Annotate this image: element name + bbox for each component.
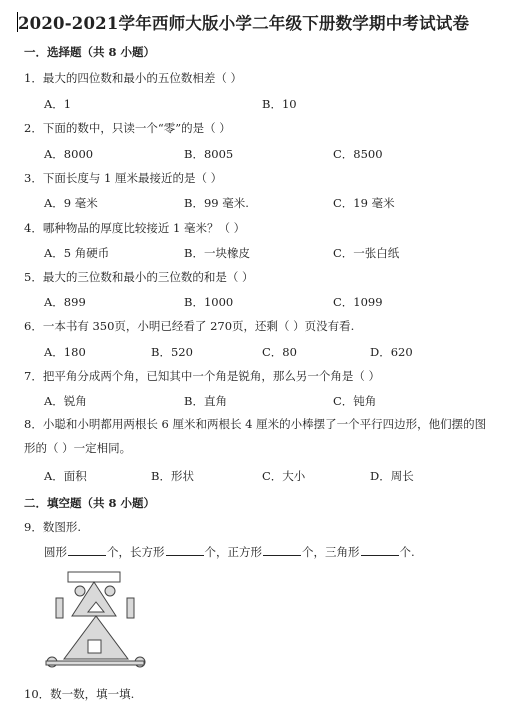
question-1: 1．最大的四位数和最小的五位数相差（ ）	[24, 71, 242, 85]
question-7: 7．把平角分成两个角，已知其中一个角是锐角，那么另一个角是（ ）	[24, 369, 380, 383]
blank-circle[interactable]	[68, 545, 106, 556]
section-heading-choice: 一．选择题（共 8 小题）	[24, 45, 156, 59]
blank-triangle[interactable]	[361, 545, 399, 556]
question-5: 5．最大的三位数和最小的三位数的和是（ ）	[24, 270, 254, 284]
option-4a: A．5 角硬币	[44, 246, 110, 260]
option-4c: C．一张白纸	[333, 246, 400, 260]
page-title: 2020-2021学年西师大版小学二年级下册数学期中考试试卷	[18, 14, 470, 33]
blank-label-triangle: 个，三角形	[302, 545, 360, 559]
option-7a: A．锐角	[44, 394, 87, 408]
option-8c: C．大小	[262, 469, 306, 483]
option-2b: B．8005	[184, 147, 234, 161]
section-heading-fill: 二．填空题（共 8 小题）	[24, 496, 156, 510]
option-3a: A．9 毫米	[44, 196, 98, 210]
question-3: 3．下面长度与 1 厘米最接近的是（ ）	[24, 171, 223, 185]
option-8b: B．形状	[151, 469, 194, 483]
option-4b: B．一块橡皮	[184, 246, 250, 260]
option-5b: B．1000	[184, 295, 234, 309]
option-6b: B．520	[151, 345, 193, 359]
top-rectangle	[68, 572, 120, 582]
option-1b: B．10	[262, 97, 297, 111]
question-4: 4．哪种物品的厚度比较接近 1 毫米？（ ）	[24, 221, 246, 235]
option-6a: A．180	[44, 345, 86, 359]
blank-label-square: 个，正方形	[204, 545, 262, 559]
option-2a: A．8000	[44, 147, 94, 161]
option-5c: C．1099	[333, 295, 383, 309]
option-3b: B．99 毫米.	[184, 196, 249, 210]
blank-square[interactable]	[263, 545, 301, 556]
inner-square	[88, 640, 101, 653]
right-vertical-rectangle	[127, 598, 134, 618]
option-8d: D．周长	[370, 469, 414, 483]
left-vertical-rectangle	[56, 598, 63, 618]
bottom-bar	[46, 661, 144, 665]
question-9-blanks	[44, 544, 415, 560]
question-2: 2．下面的数中，只读一个“零”的是（ ）	[24, 121, 231, 135]
right-small-circle	[105, 586, 115, 596]
option-2c: C．8500	[333, 147, 383, 161]
option-8a: A．面积	[44, 469, 87, 483]
option-6c: C．80	[262, 345, 297, 359]
blank-rectangle[interactable]	[166, 545, 204, 556]
blank-label-circle: 圆形	[44, 545, 67, 559]
blank-label-end: 个.	[399, 545, 415, 559]
shapes-figure	[40, 570, 150, 670]
question-10: 10．数一数，填一填.	[24, 687, 135, 701]
option-1a: A．1	[44, 97, 72, 111]
left-small-circle	[75, 586, 85, 596]
question-6: 6．一本书有 350页，小明已经看了 270页，还剩（ ）页没有看.	[24, 319, 355, 333]
question-9: 9．数图形.	[24, 520, 81, 534]
blank-label-rectangle: 个，长方形	[107, 545, 165, 559]
option-6d: D．620	[370, 345, 413, 359]
option-3c: C．19 毫米	[333, 196, 395, 210]
option-5a: A．899	[44, 295, 86, 309]
option-7b: B．直角	[184, 394, 227, 408]
option-7c: C．钝角	[333, 394, 377, 408]
question-8: 8．小聪和小明都用两根长 6 厘米和两根长 4 厘米的小棒摆了一个平行四边形，他们摆的图形的（ ）一定相同。	[24, 417, 487, 455]
